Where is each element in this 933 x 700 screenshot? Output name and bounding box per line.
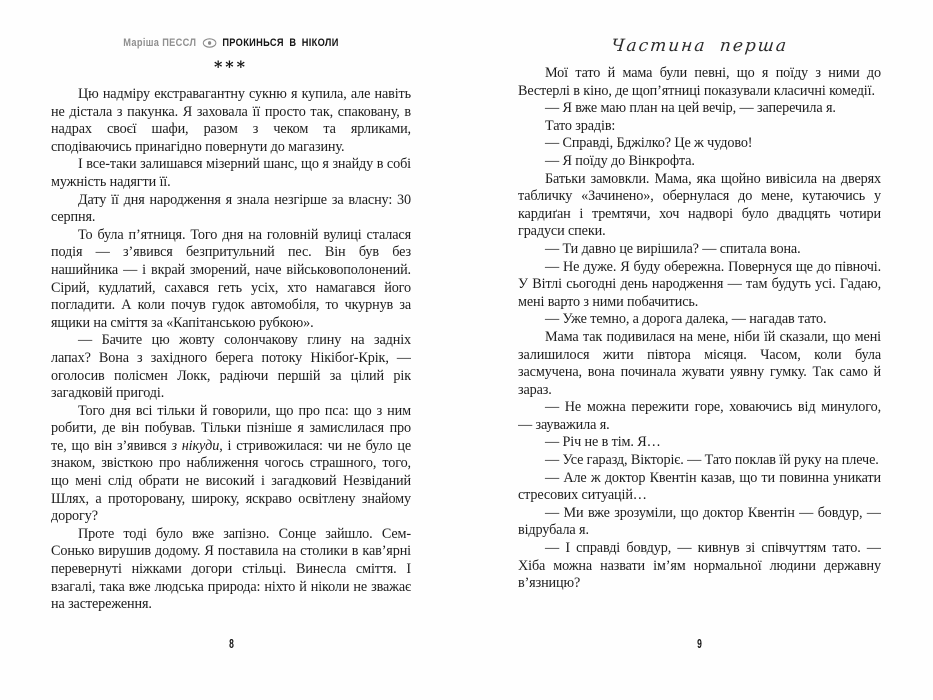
paragraph: — Не можна пережити горе, ховаючись від минулого, — зауважила я.	[518, 399, 881, 433]
page-number-right: 9	[697, 637, 702, 651]
paragraph: Батьки замовкли. Мама, яка щойно вивісила на дверях табличку «Зачинено», обернулася до мене, кутаючись у кардиґан і тремтячи, хоч надворі було двадцять чотири градуси спеки.	[518, 170, 881, 240]
left-page-text	[51, 86, 411, 614]
page-number-left: 8	[228, 637, 234, 651]
paragraph: Того дня всі тільки й говорили, що про пса: що з ним робити, де він побував. Тільки пізніше я замислилася про те, що він з’явився з нікуди, і стривожилася: чи не було це знаком, звісткою про наближення чогось страшного, того, що мені слід обрати не високий і загадковий Незвіданий Шлях, а проторовану, широку, яскраво освітлену знайому дорогу?	[51, 402, 411, 525]
left-running-header	[80, 36, 382, 50]
paragraph: Цю надміру екстравагантну сукню я купила, але навіть не дістала з пакунка. Я заховала її просто так, спаковану, в надрах своєї шафи, разом з чеком та ярликами, сподіваючись принагідно повернути до магазину.	[51, 86, 411, 155]
paragraph: — Але ж доктор Квентін казав, що ти повинна уникати стресових ситуацій…	[518, 469, 881, 504]
left-page	[51, 36, 411, 632]
section-separator: ***	[213, 57, 249, 76]
paragraph: — Не дуже. Я буду обережна. Повернуся ще до півночі. У Вітлі сьогодні день народження — там будуть усі. Гадаю, мені варто з ними побачитись.	[518, 258, 881, 310]
paragraph: — Я вже маю план на цей вечір, — заперечила я.	[545, 100, 836, 117]
italic-phrase: з нікуди	[171, 437, 220, 454]
paragraph: — Я поїду до Вінкрофта.	[545, 152, 695, 169]
paragraph: Мама так подивилася на мене, ніби їй сказали, що мені залишилося жити півтора місяця. Часом, коли була засмучена, вона починала жувати уявну гумку. Так само й зараз.	[518, 328, 881, 398]
paragraph: — Бачите цю жовту солончакову глину на задніх лапах? Вона з західного берега потоку Нікібоґ-Крік, — оголосив полісмен Локк, радіючи першій за цілий рік загадковій пригоді.	[51, 332, 411, 402]
paragraph: — Справді, Бджілко? Це ж чудово!	[545, 135, 753, 152]
paragraph: То була п’ятниця. Того дня на головній вулиці сталася подія — з’явився безпритульний пес. Він був без нашийника — і вкрай зморений, наче військовополонений. Сірий, кудлатий, сахався геть усіх, хто намагався його погладити. А коли почув гудок автомобіля, то чкурнув за ящики на сміття за «Капітанською рубкою».	[51, 226, 411, 331]
paragraph: — Ми вже зрозуміли, що доктор Квентін — бовдур, — відрубала я.	[518, 504, 881, 539]
right-page-text	[518, 65, 881, 593]
part-title: Частина перша	[610, 36, 790, 56]
paragraph: Тато зрадів:	[545, 117, 616, 134]
paragraph: Мої тато й мама були певні, що я поїду з ними до Вестерлі в кіно, де щоп’ятниці показували класичні комедії.	[518, 65, 881, 99]
paragraph: І все-таки залишався мізерний шанс, що я знайду в собі мужність надягти її.	[51, 156, 411, 190]
right-page	[518, 36, 881, 632]
paragraph: — Ти давно це вирішила? — спитала вона.	[545, 240, 801, 257]
paragraph: — І справді бовдур, — кивнув зі співчуттям тато. — Хіба можна назвати ім’ям нормальної людини державну в’язницю?	[518, 540, 881, 592]
paragraph: — Усе гаразд, Вікторіє. — Тато поклав їй руку на плече.	[545, 452, 879, 469]
eye-icon	[202, 38, 216, 48]
paragraph: Проте тоді було вже запізно. Сонце зайшло. Сем-Сонько вирушив додому. Я поставила на столики в кав’ярні перевернуті ніжками догори стільці. Винесла сміття. І взагалі, така вже людська природа: ніхто й ніколи не зважає на застереження.	[51, 525, 411, 613]
paragraph: — Уже темно, а дорога далека, — нагадав тато.	[545, 311, 827, 328]
book-title: ПРОКИНЬСЯ В НІКОЛИ	[222, 37, 339, 49]
paragraph: Дату її дня народження я знала незгірше за власну: 30 серпня.	[51, 191, 411, 226]
paragraph: — Річ не в тім. Я…	[545, 434, 661, 451]
author-name: Маріша ПЕССЛ	[123, 37, 197, 49]
